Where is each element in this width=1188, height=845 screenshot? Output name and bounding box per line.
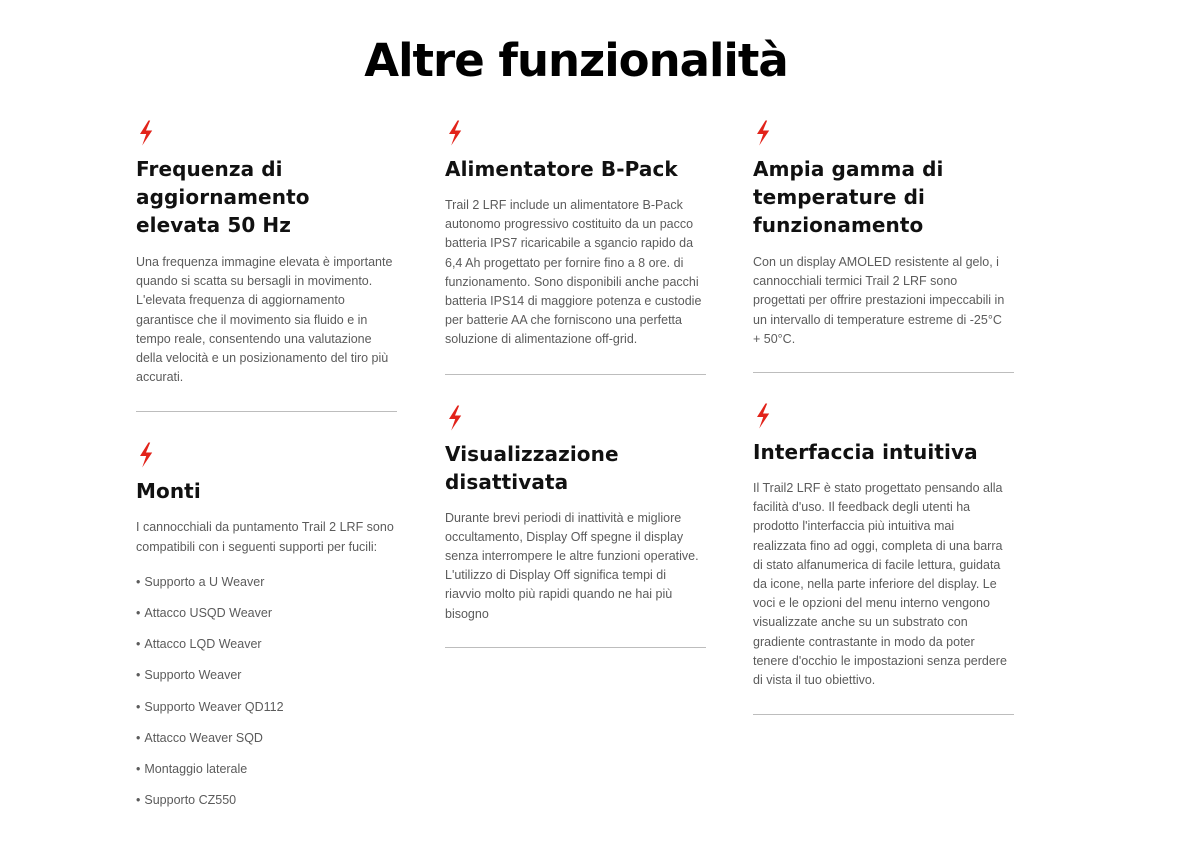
lightning-bolt-icon [754,403,772,429]
feature-mounts [136,442,398,816]
divider [136,411,397,412]
features-column-right [753,120,1015,715]
divider [753,372,1014,373]
feature-display-off [445,405,707,624]
mount-list [136,567,398,817]
feature-title: Alimentatore B-Pack [445,157,678,181]
divider [445,647,706,648]
list-item: • Attacco Weaver SQD [136,723,398,754]
feature-title: Visualizzazione disattivata [445,441,619,494]
features-column-left [136,120,398,816]
feature-description: Il Trail2 LRF è stato progettato pensando alla facilità d'uso. Il feedback degli utenti ha prodotto l'interfaccia più intuitiva mai realizzata fino ad oggi, completa di una barra di stato alfanumerica di facile lettura, guidata da icone, nella parte inferiore del display. Le voci e le opzioni del menu interno vengono visualizzate anche su un substrato con gradiente contrastante in modo da poter tenere d'occhio le impostazioni senza perdere di vista il tuo obiettivo. [753,481,1007,688]
lightning-bolt-icon [446,120,464,146]
lightning-bolt-icon [137,120,155,146]
lightning-bolt-icon [137,442,155,468]
list-item: • Supporto a U Weaver [136,567,398,598]
feature-title: Ampia gamma di temperature di funzionamento [753,157,944,237]
list-item: • Supporto CZ550 [136,785,398,816]
feature-title: Frequenza di aggiornamento elevata 50 Hz [136,157,310,237]
list-item: • Montaggio laterale [136,754,398,785]
list-item: • Supporto Weaver QD112 [136,692,398,723]
list-item: • Supporto Weaver [136,660,398,691]
lightning-bolt-icon [754,120,772,146]
page-title: Altre funzionalità [364,34,788,87]
list-item: • Attacco USQD Weaver [136,598,398,629]
features-column-middle [445,120,707,648]
feature-description: I cannocchiali da puntamento Trail 2 LRF sono compatibili con i seguenti supporti per fucili: [136,520,394,554]
feature-description: Durante brevi periodi di inattività e migliore occultamento, Display Off spegne il display senza interrompere le altre funzioni operative. L'utilizzo di Display Off significa tempi di riavvio molto più rapidi quando ne hai più bisogno [445,510,699,621]
lightning-bolt-icon [446,405,464,431]
feature-title: Interfaccia intuitiva [753,440,978,465]
feature-description: Con un display AMOLED resistente al gelo, i cannocchiali termici Trail 2 LRF sono progettati per offrire prestazioni impeccabili in un intervallo di temperature estreme di -25°C + 50°C. [753,255,1005,346]
feature-temperature [753,120,1015,349]
feature-power-supply [445,120,707,350]
list-item: • Attacco LQD Weaver [136,629,398,660]
feature-refresh-rate [136,120,398,387]
feature-description: Trail 2 LRF include un alimentatore B-Pack autonomo progressivo costituito da un pacco batteria IPS7 ricaricabile a sgancio rapido da 6,4 Ah progettato per fornire fino a 8 ore. di funzionamento. Sono disponibili anche pacchi batteria IPS14 di maggiore potenza e custodie per batterie AA che forniscono una perfetta soluzione di alimentazione off-grid. [445,198,702,347]
divider [445,374,706,375]
feature-description: Una frequenza immagine elevata è importante quando si scatta su bersagli in movimento. L'elevata frequenza di aggiornamento garantisce che il movimento sia fluido e in tempo reale, consentendo una valutazione della velocità e un posizionamento del tiro più accurati. [136,255,393,385]
divider [753,714,1014,715]
feature-interface [753,403,1015,690]
feature-title: Monti [136,479,201,504]
